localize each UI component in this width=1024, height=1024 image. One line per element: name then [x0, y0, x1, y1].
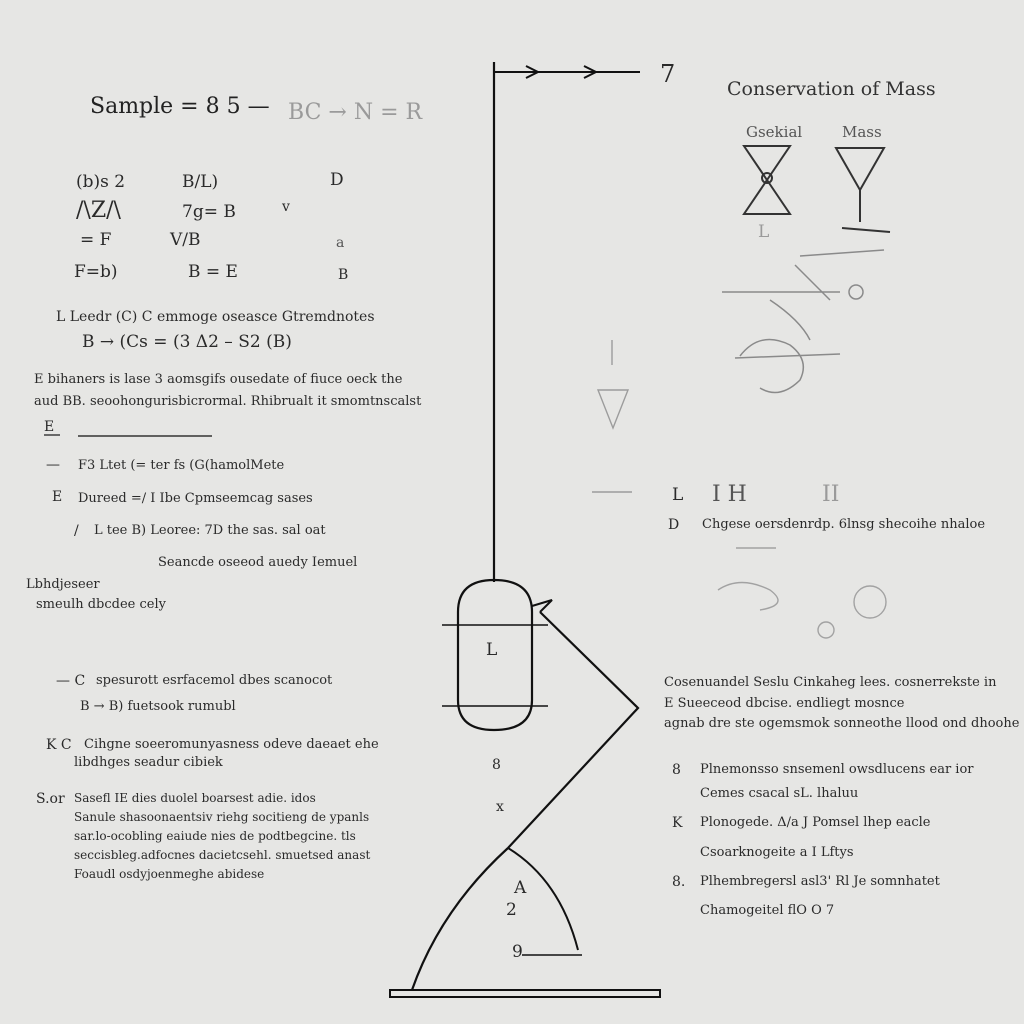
- section-a-marker: — C: [56, 673, 86, 689]
- list-marker: /: [74, 523, 79, 539]
- cone-right: [508, 848, 578, 950]
- sample-equation-faint: BC → N = R: [288, 100, 423, 125]
- list-marker: E: [44, 419, 55, 435]
- cone-label-a: A: [514, 878, 527, 898]
- right-para-line-3: agnab dre ste ogemsmok sonneothe llood ond dhoohe: [664, 716, 1020, 731]
- right-item-marker: K: [672, 815, 683, 831]
- list-marker: E: [52, 489, 63, 505]
- arrow-label: 7: [660, 60, 676, 88]
- faint-gear-sketch: [718, 548, 886, 638]
- list-marker: —: [46, 457, 60, 473]
- section-c-line: Foaudl osdyjoenmeghe abidese: [74, 867, 265, 881]
- grid-cell: v: [282, 199, 290, 215]
- right-para-line-2: E Sueeceod dbcise. endliegt mosnce: [664, 696, 905, 711]
- right-item-line: Plonogede. Δ/a J Pomsel lhep eacle: [700, 815, 931, 830]
- grid-cell: 7g= B: [182, 202, 236, 222]
- grid-cell: B = E: [188, 262, 238, 282]
- mark-x: x: [496, 799, 504, 815]
- list-item: Seancde oseeod auedy Iemuel: [158, 555, 358, 570]
- small-label-l: L: [758, 222, 770, 242]
- section-b-line-1: Cihgne soeeromunyasness odeve daeaet ehe: [84, 737, 379, 752]
- section-c-line: Sasefl IE dies duolel boarsest adie. idos: [74, 791, 316, 805]
- grid-cell: a: [336, 235, 345, 251]
- right-item-line: Cemes csacal sL. lhaluu: [700, 786, 859, 801]
- section-c-line: seccisbleg.adfocnes dacietcsehl. smuetsed anast: [74, 848, 371, 862]
- list-item: Dureed =/ I Ibe Cpmseemcag sases: [78, 491, 313, 506]
- section-c-line: sar.lo-ocobling eaiude nies de podtbegcine. tls: [74, 829, 356, 843]
- pair-left: L: [672, 485, 684, 505]
- right-item-line: Plhembregersl asl3' Rl Je somnhatet: [700, 874, 940, 889]
- pair-mid: I H: [712, 482, 747, 507]
- right-item-line: Plnemonsso snsemenl owsdlucens ear ior: [700, 762, 974, 777]
- section-a-line-2: B → B) fuetsook rumubl: [80, 699, 236, 714]
- page-title: Conservation of Mass: [727, 78, 936, 100]
- grid-cell: D: [330, 170, 344, 190]
- right-item-line: Chamogeitel flO O 7: [700, 903, 835, 918]
- base-label: 9: [512, 942, 523, 962]
- cone-label-b: 2: [506, 900, 517, 920]
- base-plate: [390, 990, 660, 997]
- grid-cell: B/L): [182, 172, 219, 192]
- paragraph-1-line-2: aud BB. seoohongurisbicrormal. Rhibrualt it smomtnscalst: [34, 394, 422, 409]
- grid-cell: B: [338, 267, 349, 283]
- list-item: F3 Ltet (= ter fs (G(hamolMete: [78, 458, 285, 473]
- section-b-line-2: libdhges seadur cibiek: [74, 755, 223, 770]
- paragraph-1-line-1: E bihaners is lase 3 aomsgifs ousedate of fiuce oeck the: [34, 372, 403, 387]
- section-a-line-1: spesurott esrfacemol dbes scanocot: [96, 673, 333, 688]
- label-gsekial: Gsekial: [746, 123, 803, 141]
- sample-equation: Sample = 8 5 —: [90, 94, 270, 119]
- hourglass-icon-left: [744, 146, 790, 214]
- grid-cell: /\Z/\: [76, 198, 121, 223]
- support-arm: [508, 612, 638, 848]
- section-c-marker: S.or: [36, 791, 65, 807]
- grid-cell: F=b): [74, 262, 118, 282]
- note-line: Chgese oersdenrdp. 6lnsg shecoihe nhaloe: [702, 517, 986, 532]
- funnel-icon-right: [836, 148, 890, 232]
- list-item: L tee B) Leoree: 7D the sas. sal oat: [94, 523, 326, 538]
- section-b-marker: K C: [46, 737, 72, 753]
- right-item-line: Csoarknogeite a I Lftys: [700, 845, 854, 860]
- mark-s: 8: [492, 757, 501, 773]
- grid-cell: (b)s 2: [76, 172, 126, 192]
- side-note-2: smeulh dbcdee cely: [36, 597, 166, 612]
- cylinder-label: L: [486, 640, 498, 660]
- equation-label: L Leedr (C) C emmoge oseasce Gtremdnotes: [56, 309, 375, 325]
- label-mass: Mass: [842, 123, 882, 141]
- right-item-marker: 8: [672, 762, 681, 778]
- note-marker: D: [668, 517, 680, 533]
- equation-line: B → (Cs = (3 Δ2 – S2 (B): [82, 332, 292, 352]
- grid-cell: V/B: [170, 230, 201, 250]
- pair-right: II: [822, 482, 840, 507]
- clamp-arm: [532, 600, 552, 612]
- right-item-marker: 8.: [672, 874, 686, 890]
- faint-mechanism-sketch: [722, 250, 884, 393]
- side-note-1: Lbhdjeseer: [26, 577, 100, 592]
- grid-cell: = F: [80, 230, 112, 250]
- section-c-line: Sanule shasoonaentsiv riehg socitieng de ypanls: [74, 810, 370, 824]
- cone-left: [412, 848, 508, 990]
- right-para-line-1: Cosenuandel Seslu Cinkaheg lees. cosnerrekste in: [664, 675, 997, 690]
- faint-symbol-column: [592, 340, 632, 492]
